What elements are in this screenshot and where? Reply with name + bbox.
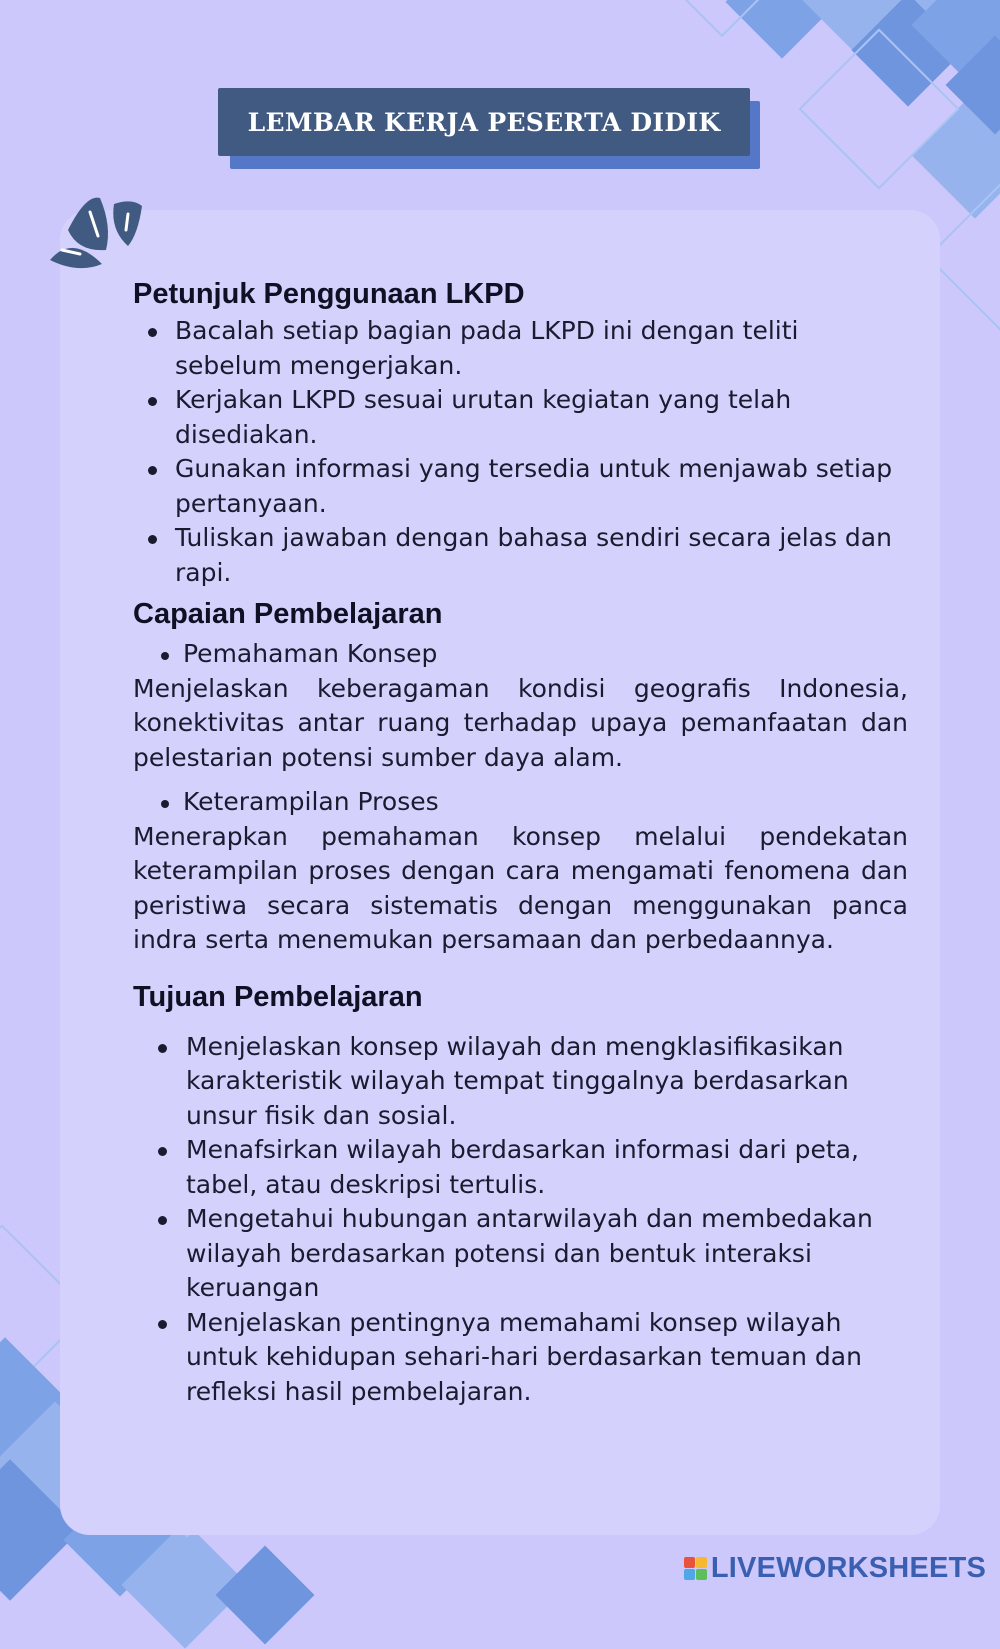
logo-mark-icon	[684, 1557, 707, 1580]
list-item: Menjelaskan pentingnya memahami konsep wilayah untuk kehidupan sehari-hari berdasarkan temuan dan refleksi hasil pembelajaran.	[133, 1306, 908, 1410]
list-item: Menjelaskan konsep wilayah dan mengklasifikasikan karakteristik wilayah tempat tinggalnya berdasarkan unsur fisik dan sosial.	[133, 1030, 908, 1134]
list-item: Gunakan informasi yang tersedia untuk menjawab setiap pertanyaan.	[133, 452, 908, 521]
petunjuk-list	[133, 314, 908, 590]
list-item: Menafsirkan wilayah berdasarkan informasi dari peta, tabel, atau deskripsi tertulis.	[133, 1133, 908, 1202]
list-item: Tuliskan jawaban dengan bahasa sendiri secara jelas dan rapi.	[133, 521, 908, 590]
capaian-paragraph: Menerapkan pemahaman konsep melalui pendekatan keterampilan proses dengan cara mengamati fenomena dan peristiwa secara sistematis dengan menggunakan panca indra serta menemukan persamaan dan perbedaannya.	[133, 821, 908, 954]
capaian-sub-label: Keterampilan Proses	[133, 785, 908, 820]
list-item: Bacalah setiap bagian pada LKPD ini dengan teliti sebelum mengerjakan.	[133, 314, 908, 383]
capaian-heading: Capaian Pembelajaran	[133, 598, 443, 630]
liveworksheets-logo[interactable]	[684, 1552, 986, 1585]
worksheet-content	[133, 275, 908, 1409]
decor-diamond	[216, 1546, 315, 1645]
page-title: LEMBAR KERJA PESERTA DIDIK	[247, 107, 721, 137]
tujuan-list	[133, 1030, 908, 1410]
capaian-paragraph: Menjelaskan keberagaman kondisi geografis Indonesia, konektivitas antar ruang terhadap upaya pemanfaatan dan pelestarian potensi sumber daya alam.	[133, 673, 908, 772]
capaian-sub-label: Pemahaman Konsep	[133, 637, 908, 672]
list-item: Mengetahui hubungan antarwilayah dan membedakan wilayah berdasarkan potensi dan bentuk interaksi keruangan	[133, 1202, 908, 1306]
list-item: Kerjakan LKPD sesuai urutan kegiatan yang telah disediakan.	[133, 383, 908, 452]
title-box	[218, 88, 750, 156]
burst-icon	[42, 190, 152, 280]
petunjuk-heading: Petunjuk Penggunaan LKPD	[133, 278, 525, 310]
tujuan-heading: Tujuan Pembelajaran	[133, 980, 423, 1013]
title-banner	[218, 88, 758, 170]
brand-name: LIVEWORKSHEETS	[710, 1552, 986, 1584]
